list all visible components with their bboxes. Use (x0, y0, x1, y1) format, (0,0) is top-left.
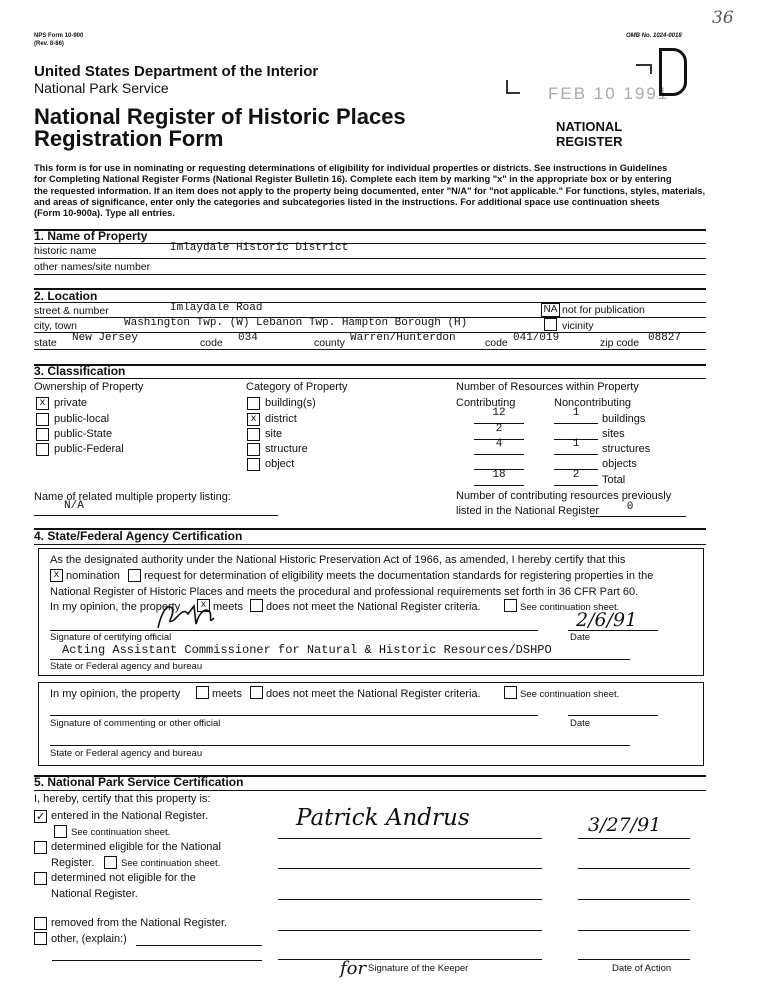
signature-line (50, 630, 538, 631)
opinion2-label: In my opinion, the property (50, 688, 181, 700)
rule (578, 868, 690, 869)
resource-type-sites: sites (602, 428, 625, 440)
department-name: United States Department of the Interior (34, 63, 319, 80)
rule (278, 930, 542, 931)
eligible-continuation-label: See continuation sheet. (121, 858, 221, 869)
rule (474, 454, 524, 455)
vicinity-label: vicinity (562, 320, 594, 332)
meets2-label: meets (212, 688, 242, 700)
other-checkbox[interactable] (34, 932, 47, 945)
rule (34, 349, 706, 350)
resource-type-objects: objects (602, 458, 637, 470)
date-line (568, 715, 658, 716)
form-title-line1: National Register of Historic Places (34, 104, 406, 129)
does-not-meet2-label: does not meet the National Register criteria. (266, 688, 481, 700)
resource-type-structures: structures (602, 443, 651, 455)
contributing-heading: Contributing (456, 397, 516, 409)
stamp-label-register: REGISTER (556, 134, 623, 149)
ownership-private-checkbox[interactable]: x (36, 397, 49, 410)
previously-listed-label-line1: Number of contributing resources previously (456, 490, 672, 502)
rule (474, 485, 524, 486)
certification-text-line1: As the designated authority under the National Historic Preservation Act of 1966, as amended, I hereby certify that this (50, 554, 626, 566)
keeper-signature-label: Signature of the Keeper (368, 963, 469, 974)
does-not-meet-label: does not meet the National Register criteria. (266, 601, 481, 613)
certifying-official-signature (150, 600, 220, 632)
instructions-line: (Form 10-900a). Type all entries. (34, 208, 175, 219)
section1-heading: 1. Name of Property (34, 229, 148, 243)
see-continuation-label: See continuation sheet. (520, 602, 620, 613)
received-date-stamp: FEB 10 1991 (548, 84, 670, 103)
rule (34, 274, 706, 275)
ownership-public-state-label: public-State (54, 428, 113, 440)
rule (578, 930, 690, 931)
zip-label: zip code (600, 337, 640, 349)
ownership-public-local-checkbox[interactable] (36, 413, 49, 426)
rule (590, 516, 686, 517)
state-field[interactable]: New Jersey (72, 332, 139, 344)
street-field[interactable]: Imlaydale Road (170, 302, 263, 314)
previously-listed-field[interactable]: 0 (626, 501, 634, 513)
ownership-private-label: private (54, 397, 88, 409)
rule (34, 243, 706, 244)
rule (34, 302, 706, 303)
stamp-corner-mark (506, 80, 520, 94)
section4-heading: 4. State/Federal Agency Certification (34, 529, 243, 543)
rule (50, 659, 630, 660)
ownership-public-local-label: public-local (54, 413, 110, 425)
signature-line (50, 715, 538, 716)
form-number: NPS Form 10-900 (34, 33, 84, 39)
does-not-meet-checkbox[interactable] (250, 599, 263, 612)
see-continuation2-label: See continuation sheet. (520, 689, 620, 700)
historic-name-label: historic name (34, 245, 97, 257)
certification-text-line3: National Register of Historic Places and meets the procedural and professional requirements set forth in 36 CFR Part 60. (50, 586, 639, 598)
rule (578, 838, 690, 839)
rule (554, 454, 598, 455)
eligible-continuation-checkbox[interactable] (104, 856, 117, 869)
corner-mark: 36 (712, 8, 734, 28)
noncontributing-total[interactable]: 2 (572, 469, 580, 481)
keeper-signature[interactable]: Patrick Andrus (296, 805, 470, 831)
rule (34, 258, 706, 259)
related-listing-label: Name of related multiple property listing: (34, 491, 231, 503)
resource-type-total: Total (602, 474, 626, 486)
noncontributing-buildings[interactable]: 1 (572, 407, 580, 419)
rule (34, 790, 706, 791)
category-buildings-checkbox[interactable] (247, 397, 260, 410)
removed-checkbox[interactable] (34, 917, 47, 930)
date-line (568, 630, 658, 631)
state-code-label: code (200, 337, 223, 349)
instructions-line: for Completing National Register Forms (National Register Bulletin 16). Complete each item by marking "x" in the appropriate box or by entering (34, 174, 672, 185)
meets2-checkbox[interactable] (196, 686, 209, 699)
state-code-field[interactable]: 034 (238, 332, 258, 344)
section3-heading: 3. Classification (34, 364, 126, 378)
determined-eligible-label: determined eligible for the National (51, 841, 221, 853)
city-field[interactable]: Washington Twp. (W) Lebanon Twp. Hampton Borough (H) (124, 317, 468, 329)
meets-checkbox[interactable]: x (197, 599, 210, 612)
rule (278, 899, 542, 900)
rule (278, 959, 542, 960)
not-for-publication-label: not for publication (562, 304, 645, 316)
rule (136, 945, 262, 946)
rule (578, 899, 690, 900)
commenting-official-label: Signature of commenting or other official (50, 718, 221, 729)
date-label: Date (570, 632, 591, 643)
other-label: other, (explain:) (51, 933, 127, 945)
stamp-label-national: NATIONAL (556, 119, 623, 134)
register-label: Register. (51, 857, 95, 869)
rule (34, 378, 706, 379)
agency-label: State or Federal agency and bureau (50, 661, 203, 672)
national-register-label: National Register. (51, 888, 138, 900)
nomination-label: nomination (66, 570, 120, 582)
ownership-heading: Ownership of Property (34, 381, 144, 393)
category-heading: Category of Property (246, 381, 348, 393)
rule (34, 544, 706, 545)
date-of-action-label: Date of Action (612, 963, 672, 974)
contributing-total[interactable]: 18 (492, 469, 506, 481)
opinion-label: In my opinion, the property (50, 601, 181, 613)
form-title-line2: Registration Form (34, 126, 224, 151)
category-structure-label: structure (265, 443, 308, 455)
previously-listed-label-line2: listed in the National Register (456, 505, 600, 517)
entered-checkbox[interactable]: ✓ (34, 810, 47, 823)
not-for-publication-box[interactable]: NA (541, 303, 560, 317)
nomination-checkbox[interactable]: x (50, 569, 63, 582)
category-buildings-label: building(s) (265, 397, 316, 409)
request-label: request for determination of eligibility meets the documentation standards for registering properties in the (144, 570, 654, 582)
stamp-corner-mark (636, 64, 652, 74)
contributing-sites[interactable]: 2 (495, 423, 503, 435)
city-label: city, town (34, 320, 77, 332)
rule (554, 485, 598, 486)
vicinity-checkbox[interactable] (544, 318, 557, 331)
county-code-field[interactable]: 041/019 (513, 332, 560, 344)
related-listing-field[interactable]: N/A (64, 500, 84, 512)
rule (278, 838, 542, 839)
removed-label: removed from the National Register. (51, 917, 228, 929)
entered-continuation-checkbox[interactable] (54, 825, 67, 838)
see-continuation2-checkbox[interactable] (504, 686, 517, 699)
rule (50, 745, 630, 746)
instructions-line: and areas of significance, enter only the categories and subcategories listed in the instructions. For additional space use continuation sheets (34, 196, 660, 207)
date2-label: Date (570, 718, 591, 729)
section-divider (34, 288, 706, 290)
rule (34, 515, 278, 516)
section5-heading: 5. National Park Service Certification (34, 775, 244, 789)
section-divider (34, 364, 706, 366)
entered-label: entered in the National Register. (51, 810, 209, 822)
not-eligible-checkbox[interactable] (34, 872, 47, 885)
rule (554, 423, 598, 424)
contributing-buildings[interactable]: 12 (492, 407, 506, 419)
keeper-certify-label: I, hereby, certify that this property is: (34, 793, 211, 805)
rule (278, 868, 542, 869)
rule (52, 960, 262, 961)
resource-type-buildings: buildings (602, 413, 646, 425)
category-district-label: district (265, 413, 297, 425)
request-checkbox[interactable] (128, 569, 141, 582)
determined-eligible-checkbox[interactable] (34, 841, 47, 854)
ownership-public-federal-checkbox[interactable] (36, 443, 49, 456)
ownership-public-federal-label: public-Federal (54, 443, 124, 455)
certification-date[interactable]: 2/6/91 (576, 609, 638, 631)
category-site-label: site (265, 428, 283, 440)
ownership-public-state-checkbox[interactable] (36, 428, 49, 441)
category-structure-checkbox[interactable] (247, 443, 260, 456)
category-object-checkbox[interactable] (247, 458, 260, 471)
form-revision: (Rev. 8-86) (34, 41, 64, 47)
category-object-label: object (265, 458, 295, 470)
state-label: state (34, 337, 57, 349)
street-label: street & number (34, 305, 109, 317)
instructions-text (34, 163, 705, 219)
see-continuation-checkbox[interactable] (504, 599, 517, 612)
does-not-meet2-checkbox[interactable] (250, 686, 263, 699)
noncontributing-structures[interactable]: 1 (572, 438, 580, 450)
rule (578, 959, 690, 960)
for-mark: for (340, 958, 367, 979)
meets-label: meets (213, 601, 243, 613)
category-site-checkbox[interactable] (247, 428, 260, 441)
zip-field[interactable]: 08827 (648, 332, 682, 344)
county-code-label: code (485, 337, 508, 349)
section2-heading: 2. Location (34, 289, 98, 303)
omb-number: OMB No. 1024-0018 (626, 33, 682, 39)
service-name: National Park Service (34, 80, 169, 96)
county-label: county (314, 337, 345, 349)
historic-name-field[interactable]: Imlaydale Historic District (170, 242, 349, 254)
agency2-label: State or Federal agency and bureau (50, 748, 203, 759)
instructions-line: This form is for use in nominating or requesting determinations of eligibility for individual properties or districts. See instructions in Guidelines (34, 163, 668, 173)
official-title-field[interactable]: Acting Assistant Commissioner for Natural & Historic Resources/DSHPO (62, 643, 552, 657)
entered-continuation-label: See continuation sheet. (71, 827, 171, 838)
contributing-structures[interactable]: 4 (495, 438, 503, 450)
signature-label: Signature of certifying official (50, 632, 172, 643)
county-field[interactable]: Warren/Hunterdon (350, 332, 456, 344)
category-district-checkbox[interactable]: x (247, 413, 260, 426)
entered-date[interactable]: 3/27/91 (588, 814, 662, 836)
noncontributing-heading: Noncontributing (554, 397, 632, 409)
stamp-letter (659, 48, 687, 96)
not-eligible-label: determined not eligible for the (51, 872, 196, 884)
other-names-label: other names/site number (34, 261, 151, 273)
instructions-line: the requested information. If an item does not apply to the property being documented, enter "N/A" for "not applicable." For functions, styles, materials, (34, 185, 706, 196)
resources-heading: Number of Resources within Property (456, 381, 639, 393)
